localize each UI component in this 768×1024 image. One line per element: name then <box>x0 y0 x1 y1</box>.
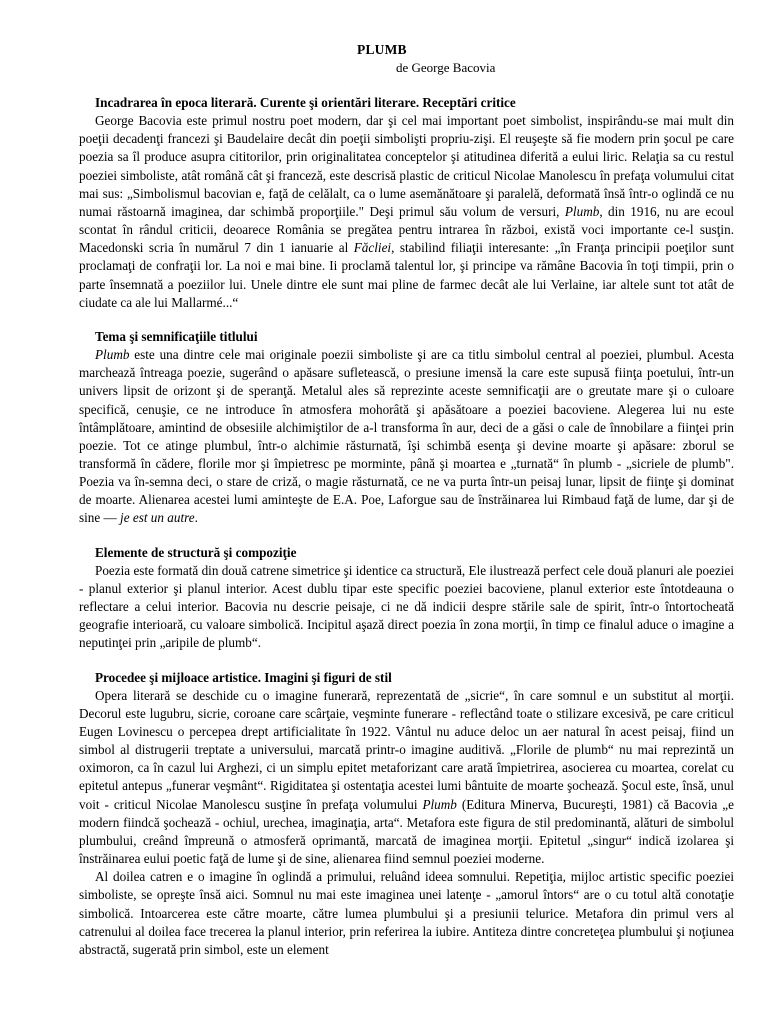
italic-text: Plumb <box>95 347 130 363</box>
italic-text: Plumb <box>422 796 457 812</box>
document-title: PLUMB <box>357 42 407 57</box>
italic-text: Făcliei <box>353 240 392 256</box>
text-run: George Bacovia este primul nostru poet modern, dar şi cel mai important poet simbolist, inspirându-se mai mult din poeţii decadenţi francezi şi Baudelaire decât din poeţii simbolişti propriu-zişi. El reuşeşte să fie modern prin şocul pe care poezia sa îl produce asupra cititorilor, prin originalitatea conceptelor şi atitudinea diferită a eului liric. Relaţia sa cu restul poeziei simboliste, atât română cât şi franceză, este descrisă plastic de criticul Nicolae Manolescu în prefaţa volumului citat mai sus: „Simbolismul bacovian e, faţă de celălalt, ca o lume asemănătoare şi paralelă, deformată însă într-o oglindă ce nu numai răstoarnă imaginea, dar schimbă proporţiile." Deşi primul său volum de versuri, <box>79 113 734 219</box>
section-gap <box>79 312 734 328</box>
section-heading: Incadrarea în epoca literară. Curente şi orientări literare. Receptări critice <box>95 95 516 110</box>
document-author: de George Bacovia <box>396 60 496 75</box>
document-body <box>79 94 734 959</box>
italic-text: Plumb <box>564 203 600 219</box>
text-run: (Editura Minerva, Bucureşti, 1981) că Bacovia „e modern fiindcă şochează - ochiul, urechea, imaginaţia, arta“. Metafora este figura de stil predominantă, alături de simbolul plumbului, creând împreună o atmosferă oprimantă, marcată de imaginea morţii. Epitetul „singur“ indică izolarea şi înstrăinarea eului poetic faţă de lume şi de sine, alienarea fiind semnul poeziei moderne. <box>79 796 734 867</box>
section-heading: Procedee şi mijloace artistice. Imagini şi figuri de stil <box>95 669 392 685</box>
text-run: Poezia este formată din două catrene simetrice şi identice ca structură, Ele ilustrează perfect cele două planuri ale poeziei - planul exterior şi planul interior. Acest dublu tipar este specific poeziei bacoviene, planul exterior este întotdeauna o reflectare a celui interior. Bacovia nu descrie peisaje, ci ne dă indicii despre stările sale de spirit, într-o întortocheată geografie interioară, cu valoare simbolică. Incipitul aşază direct poezia în zona morţii, în timp ce finalul aduce o imagine a neputinţei prin „aripile de plumb“. <box>79 562 734 651</box>
italic-text: je est un autre <box>120 510 195 526</box>
text-run: Opera literară se deschide cu o imagine funerară, reprezentată de „sicrie“, în care somnul e un substitut al morţii. Decorul este lugubru, sicrie, coroane care scârţaie, veşminte funerare - reflectând toate o stilizare excesivă, pe care criticul Eugen Lovinescu o percepea drept artificialitate în 1922. Vântul nu aduce deloc un aer natural în acest peisaj, fiind un simbol al distrugerii treptate a universului, marcată printr-o imagine auditivă. „Florile de plumb“ nu mai reprezintă un oximoron, ca în cazul lui Arghezi, ci un simplu epitet metaforizant care arată împietrirea, asocierea cu moartea, corelat cu epitetul antepus „funerar veşmânt“. Rigiditatea şi ostentaţia acestei lumi bântuite de moarte şochează. Şocul este, însă, unul voit - criticul Nicolae Manolescu susţine în prefaţa volumului <box>79 687 734 812</box>
section-heading: Elemente de structură şi compoziţie <box>95 544 297 560</box>
section-heading: Tema şi semnificaţiile titlului <box>95 328 258 344</box>
paragraph <box>79 687 734 869</box>
section-gap <box>79 653 734 669</box>
paragraph <box>79 562 734 653</box>
paragraph <box>79 112 734 312</box>
section <box>79 669 734 960</box>
paragraph <box>79 868 734 959</box>
text-run: , din 1916, nu are ecoul scontat în rândul criticii, deoarece România se pregătea pentru intrarea în război, există voci importante ce-l susţin. Macedonski scria în numărul 7 din 1 ianuarie al <box>79 203 734 256</box>
section-gap <box>79 528 734 544</box>
text-run: , stabilind filiaţii interesante: „în Franţa principii poeţilor sunt proclamaţi de confraţii lor. La noi e mai bine. Ii proclamă talentul lor, şi principe va rămâne Bacovia în toţi timpii, prin o parte însemnată a poeziilor lui. Unele dintre ele sunt mai pline de farmec decât ale lui Verlaine, iar altele sunt tot atât de ciudate ca ale lui Mallarmé...“ <box>79 240 734 310</box>
section <box>79 328 734 528</box>
section <box>79 544 734 653</box>
text-run: . <box>194 510 198 526</box>
text-run: este una dintre cele mai originale poezii simboliste şi are ca titlu simbolul central al poeziei, plumbul. Acesta marchează întreaga poezie, sugerând o apăsare sufletească, o presiune imensă la care este supusă fiinţa poetului, într-un univers lipsit de orizont şi de speranţă. Metalul ales să reprezinte aceste semnificaţii are o greutate mare şi o culoare specifică, cenuşie, ce ne introduce în atmosfera mohorâtă şi apăsătoare a poeziei bacoviene. Alegerea lui nu este întâmplătoare, amintind de obsesiile alchimiştilor de a-l transforma în aur, deci de a găsi o cale de înnobilare a fiinţei prin poezie. Tot ce atinge plumbul, într-o alchimie răsturnată, îşi schimbă esenţa şi devine moarte şi apăsare: zborul se transformă în cădere, florile mor şi împietresc pe morminte, până şi moartea e „turnată“ în plumb - „sicriele de plumb". Poezia va în-semna deci, o stare de criză, o magie răsturnată, ce ne va purta într-un peisaj lunar, lipsit de fiinţe şi dominat de moarte. Alienarea acestei lumi aminteşte de E.A. Poe, Laforgue sau de înstrăinarea lui Rimbaud faţă de lume, dar şi de sine — <box>79 347 734 526</box>
section <box>79 94 734 312</box>
text-run: Al doilea catren e o imagine în oglindă a primului, reluând ideea somnului. Repetiţia, mijloc artistic specific poeziei simboliste, se opreşte însă aici. Somnul nu mai este imaginea unei latenţe - „amorul întors“ are o cu totul altă conotaţie simbolică. Intoarcerea este către moarte, către lumea plumbului şi a presiunii telurice. Metafora din primul vers al catrenului al doilea face trecerea la planul interior, prin referirea la iubire. Antiteza dintre concreteţea plumbului şi noţiunea abstractă, sugerată prin simbol, este un element <box>79 869 734 957</box>
paragraph <box>79 346 734 528</box>
